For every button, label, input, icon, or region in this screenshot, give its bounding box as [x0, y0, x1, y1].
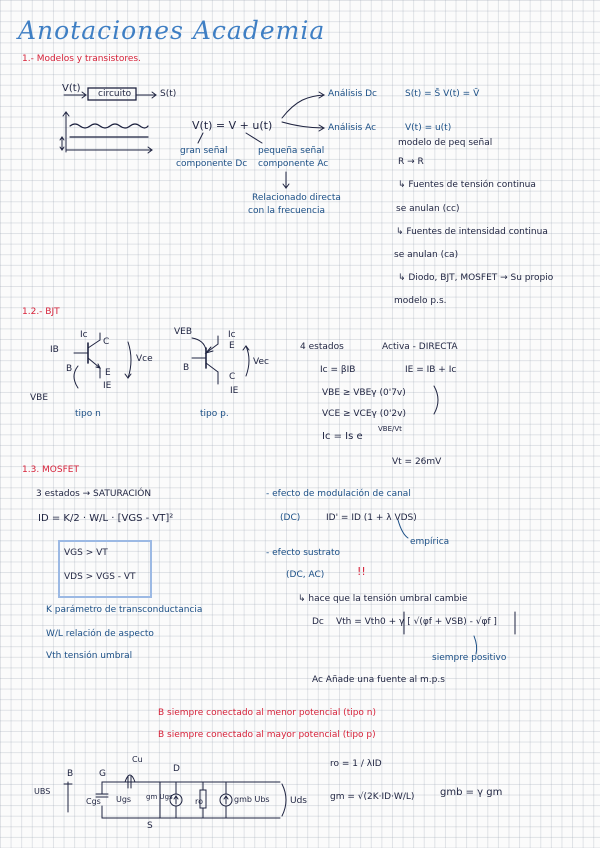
diodo-rule: ↳ Diodo, BJT, MOSFET → Su propio — [398, 273, 554, 283]
vth-tension-umbral: Vth tensión umbral — [46, 651, 133, 661]
npn-ie-label: IE — [103, 381, 112, 391]
vth-equation: Vth = Vth0 + γ [ √(φf + VSB) - √φf ] — [336, 617, 497, 627]
k-parametro: K parámetro de transconductancia — [46, 605, 203, 615]
fuentes-intensidad-rule: ↳ Fuentes de intensidad continua — [396, 227, 548, 237]
mosfet-id-equation: ID = K/2 · W/L · [VGS - VT]² — [38, 513, 174, 524]
circuit-box-label: circuito — [98, 89, 132, 99]
anulan-cc: se anulan (cc) — [396, 204, 460, 214]
pnp-b-label: B — [183, 363, 190, 373]
circ-d-label: D — [173, 764, 180, 774]
gm-equation: gm = √(2K·ID·W/L) — [330, 792, 415, 802]
efecto-sustrato: - efecto sustrato — [266, 548, 341, 558]
bjt-eq-vce: VCE ≥ VCEγ (0'2v) — [322, 409, 406, 419]
gran-senal-label: gran señal — [180, 146, 228, 156]
analisis-ac-result: V(t) = u(t) — [405, 123, 452, 133]
bjt-bracket — [434, 386, 438, 414]
id-prime-equation: ID' = ID (1 + λ VDS) — [326, 513, 417, 523]
bjt-eq-vt: Vt = 26mV — [392, 457, 442, 467]
bjt-eq-ie: IE = IB + Ic — [405, 365, 457, 375]
modelo-peq-senal: modelo de peq señal — [398, 138, 493, 148]
npn-vce-label: Vce — [136, 354, 153, 364]
bjt-eq-vbe: VBE ≥ VBEγ (0'7v) — [322, 388, 406, 398]
bjt-eq-is: Ic = Is e — [322, 431, 363, 442]
analisis-dc-label: Análisis Dc — [328, 89, 377, 99]
circ-vbs-left-label: UBS — [34, 787, 51, 796]
b-menor-potencial: B siempre conectado al menor potencial (tipo n) — [158, 708, 377, 718]
section-bjt-heading: 1.2.- BJT — [22, 307, 60, 317]
circ-gmb-label: gmb Ubs — [234, 795, 270, 804]
pnp-vec-label: Vec — [253, 357, 269, 367]
exclamation-mark: !! — [357, 565, 366, 578]
circ-cu-label: Cu — [132, 755, 143, 764]
componente-ac-label: componente Ac — [258, 159, 329, 169]
pnp-ie-label: IE — [230, 386, 239, 396]
r-r-rule: R → R — [398, 157, 424, 167]
st-output-label: S(t) — [160, 89, 177, 99]
anulan-ca: se anulan (ca) — [394, 250, 459, 260]
fuentes-tension-rule: ↳ Fuentes de tensión continua — [398, 180, 536, 190]
npn-c-label: C — [103, 337, 110, 347]
npn-vbe-label: VBE — [30, 393, 49, 403]
pnp-c-label: C — [229, 372, 236, 382]
circ-b-label: B — [67, 769, 74, 779]
pequena-senal-label: pequeña señal — [258, 146, 325, 156]
section-mosfet-heading: 1.3. MOSFET — [22, 465, 79, 475]
bjt-eq-exponent: VBE/Vt — [378, 425, 402, 433]
wl-relacion: W/L relación de aspecto — [46, 629, 154, 639]
b-mayor-potencial: B siempre conectado al mayor potencial (tipo p) — [158, 730, 376, 740]
tipo-n-label: tipo n — [75, 409, 101, 419]
block-diagram — [64, 88, 156, 100]
npn-b-label: B — [66, 364, 73, 374]
circ-vds-label: Uds — [290, 796, 307, 806]
pnp-transistor-symbol — [192, 336, 249, 384]
npn-transistor-symbol — [74, 330, 131, 388]
empirica-label: empírica — [410, 537, 450, 547]
circ-gm-label: gm Ugs — [146, 793, 173, 801]
section-1-heading: 1.- Modelos y transistores. — [22, 54, 141, 64]
analisis-ac-label: Análisis Ac — [328, 123, 377, 133]
siempre-positivo: siempre positivo — [432, 653, 507, 663]
circ-s-label: S — [147, 821, 153, 831]
ro-equation: ro = 1 / λID — [330, 759, 382, 769]
sustrato-dc-ac: (DC, AC) — [286, 570, 325, 580]
tipo-p-label: tipo p. — [200, 409, 229, 419]
mosfet-estados: 3 estados → SATURACIÓN — [36, 489, 152, 499]
circ-ro-label: ro — [195, 797, 204, 806]
hace-que-label: ↳ hace que la tensión umbral cambie — [298, 594, 468, 604]
bjt-eq-ic: Ic = βIB — [320, 365, 356, 375]
npn-e-label: E — [105, 368, 111, 378]
circ-cgs-label: Cgs — [86, 797, 101, 806]
pnp-veb-label: VEB — [174, 327, 193, 337]
ac-fuente-label: Ac Añade una fuente al m.p.s — [312, 675, 445, 685]
main-signal-equation: V(t) = V + u(t) — [192, 119, 273, 132]
gmb-equation: gmb = γ gm — [440, 787, 503, 798]
bjt-estados: 4 estados — [300, 342, 344, 352]
analysis-arrows — [198, 92, 324, 188]
circ-vgs-label: Ugs — [116, 795, 132, 804]
small-signal-circuit — [64, 775, 286, 818]
modelo-ps: modelo p.s. — [394, 296, 447, 306]
empirica-arrow — [398, 520, 408, 538]
mod-dc-label: (DC) — [280, 513, 301, 523]
frecuencia-label: con la frecuencia — [248, 206, 325, 216]
bjt-activa-directa: Activa - DIRECTA — [382, 342, 458, 352]
npn-ic-label: Ic — [80, 330, 88, 340]
vt-input-label: V(t) — [62, 83, 81, 94]
componente-dc-label: componente Dc — [176, 159, 248, 169]
signal-graph — [60, 112, 152, 153]
circ-g-label: G — [99, 769, 106, 779]
analisis-dc-result: S(t) = S̄ V(t) = V̄ — [405, 89, 480, 99]
pnp-e-label: E — [229, 341, 235, 351]
npn-ib-label: IB — [50, 345, 59, 355]
vth-dc-label: Dc — [312, 617, 324, 627]
page-title: Anotaciones Academia — [18, 16, 326, 45]
efecto-modulacion: - efecto de modulación de canal — [266, 489, 411, 499]
cond-vgs: VGS > VT — [64, 548, 108, 558]
cond-vds: VDS > VGS - VT — [64, 572, 136, 582]
pnp-ic-label: Ic — [228, 330, 236, 340]
vth-bracket — [404, 612, 515, 654]
relacionado-label: Relacionado directa — [252, 193, 341, 203]
